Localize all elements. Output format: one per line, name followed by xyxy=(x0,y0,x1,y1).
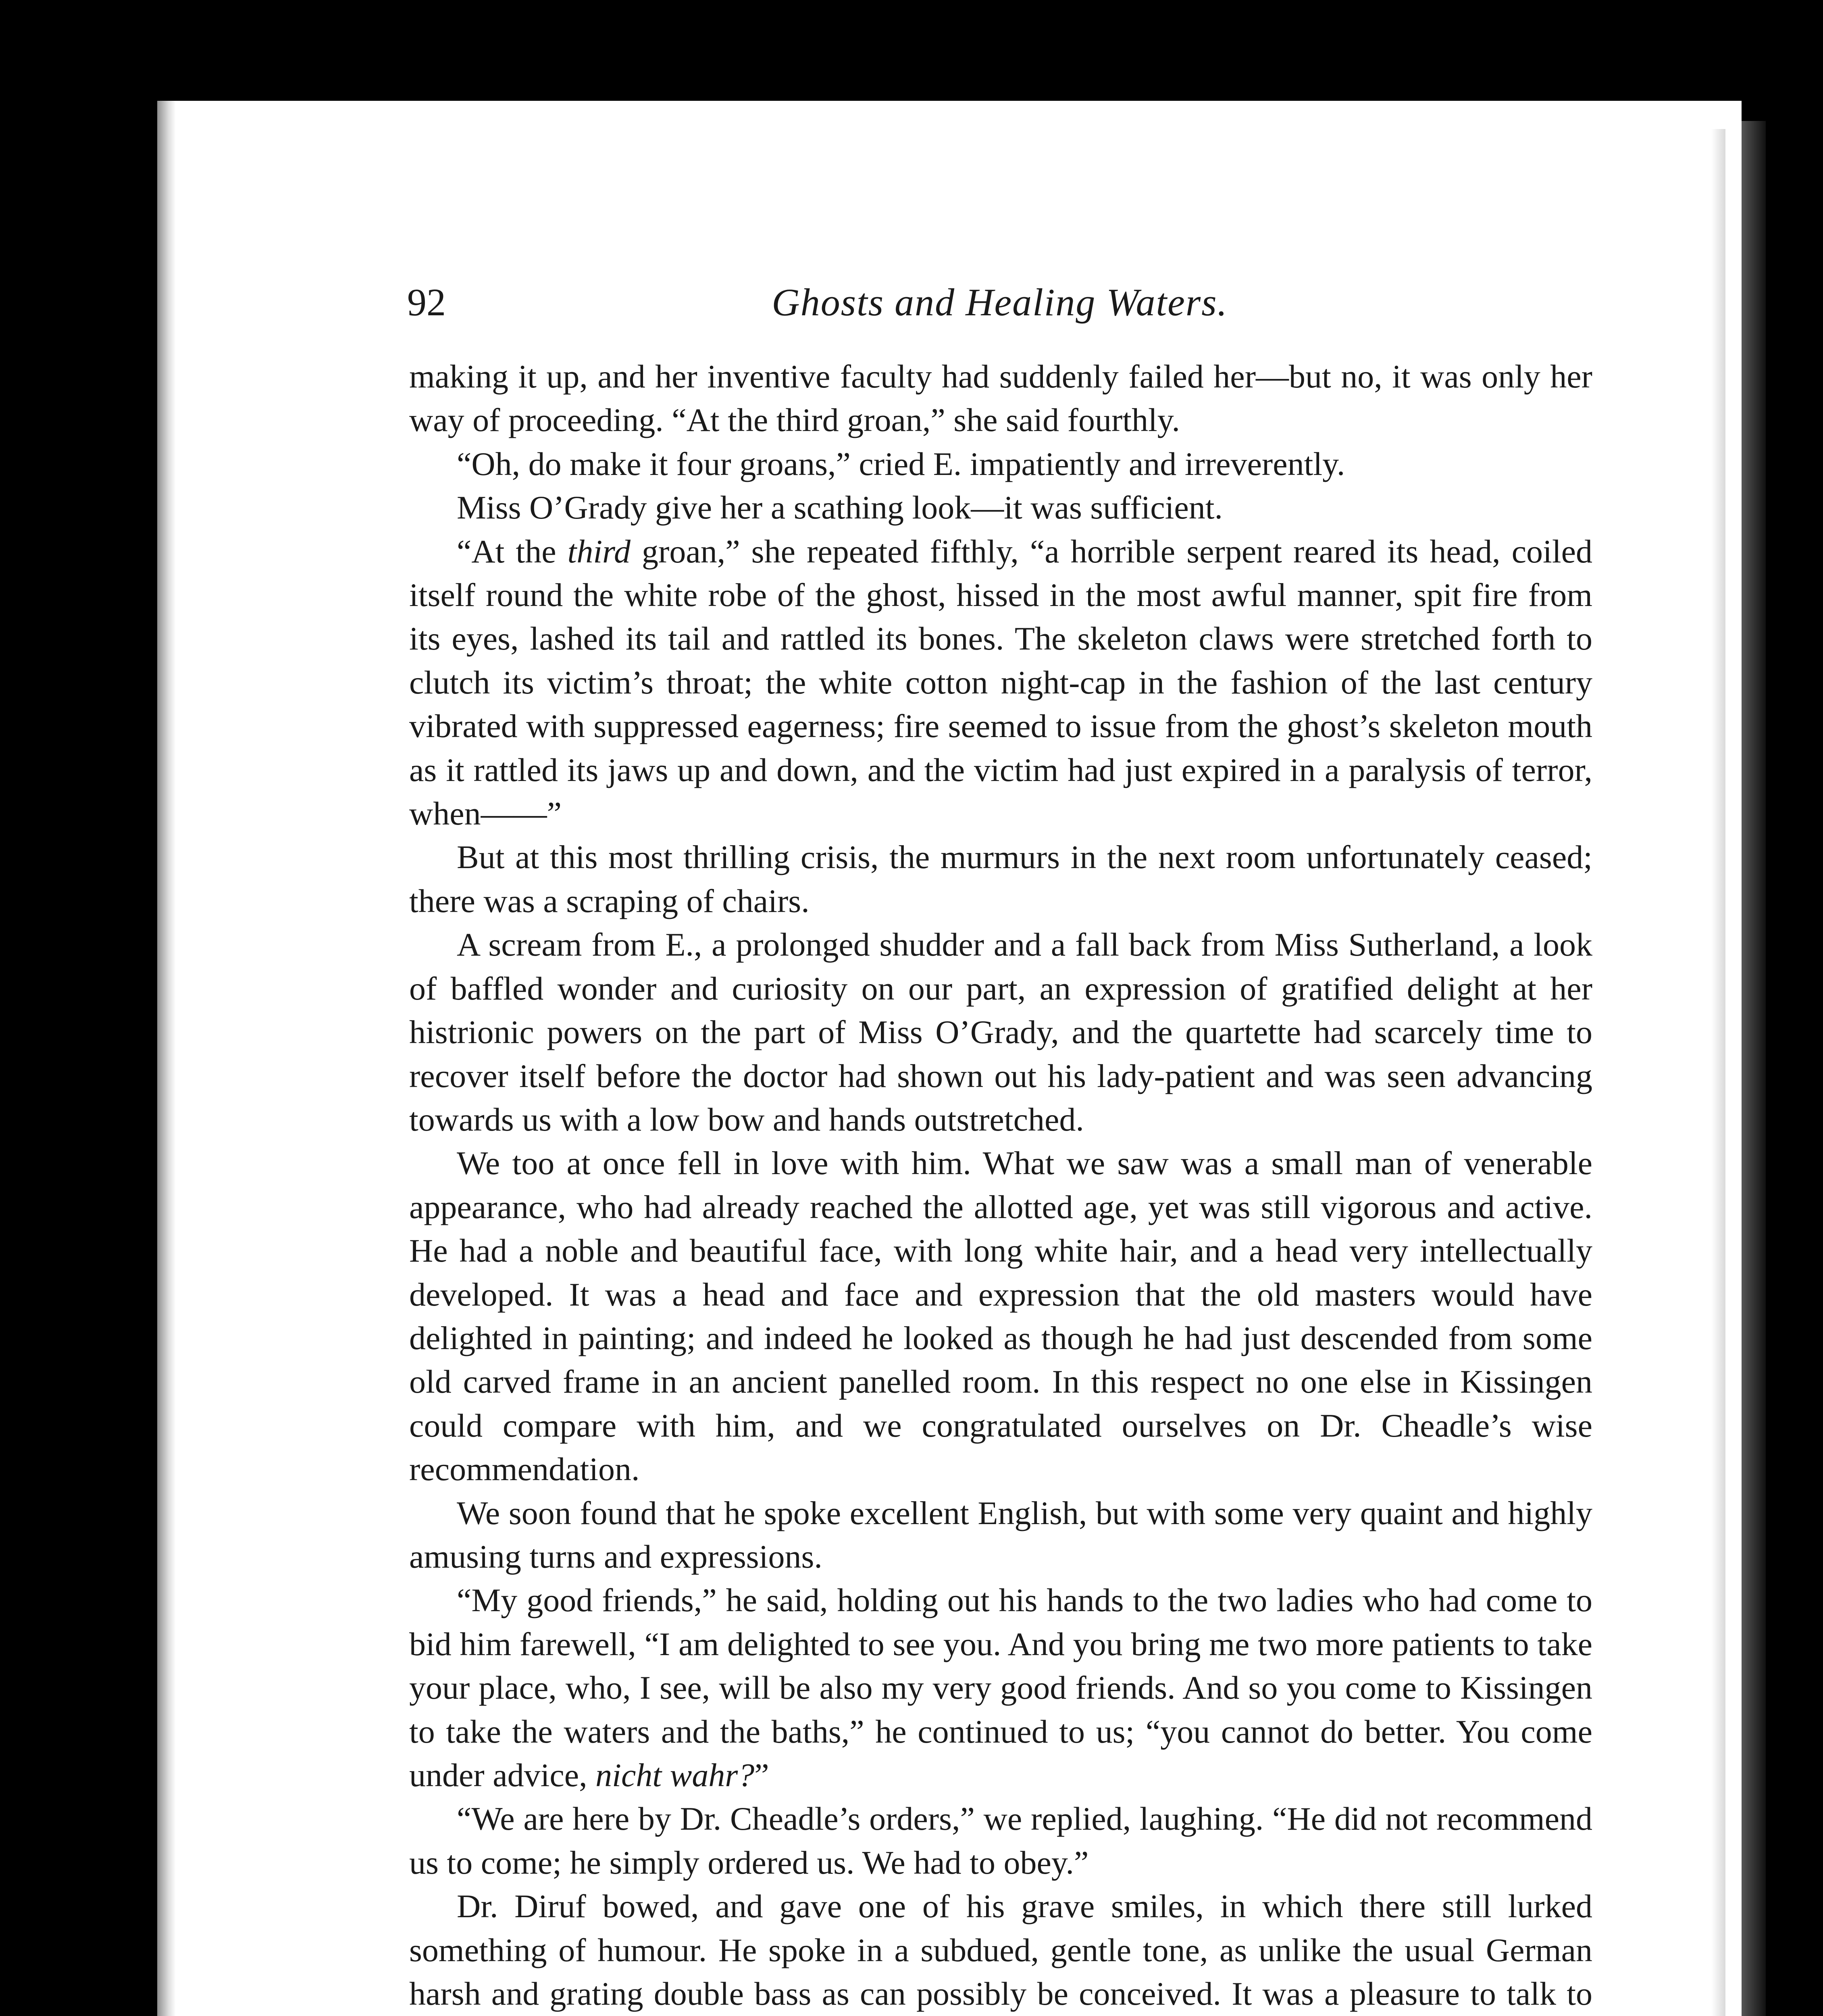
paragraph-text: Dr. Diruf bowed, and gave one of his grave smiles, in which there still lurked something of humour. He spoke in a subdued, gentle tone, as unlike the usual German harsh and grating double bass as can possibly be conceived. It was a pleasure to talk to xyxy=(409,1888,1592,2012)
page-gutter-shadow xyxy=(157,101,176,2016)
paragraph xyxy=(409,1141,1592,1491)
paragraph-text: But at this most thrilling crisis, the murmurs in the next room unfortunately ceased; there was a scraping of chairs. xyxy=(409,839,1592,919)
paragraph xyxy=(409,923,1592,1141)
running-title: Ghosts and Healing Waters. xyxy=(772,281,1228,324)
page-number: 92 xyxy=(407,281,446,324)
page-right-edge xyxy=(1711,129,1725,2016)
paragraph-text: We too at once fell in love with him. What we saw was a small man of venerable appearance, who had already reached the allotted age, yet was still vigorous and active. He had a noble and beautiful face, with long white hair, and a head very intellectually developed. It was a head and face and expression that the old masters would have delighted in painting; and indeed he looked as though he had just descended from some old carved frame in an ancient panelled room. In this respect no one else in Kissingen could compare with him, and we congratulated ourselves on Dr. Cheadle’s wise recommendation. xyxy=(409,1145,1592,1488)
italic-text: nicht wahr? xyxy=(595,1757,755,1793)
paragraph-text: “Oh, do make it four groans,” cried E. impatiently and irreverently. xyxy=(457,445,1345,482)
paragraph-text: making it up, and her inventive faculty had suddenly failed her—but no, it was only her way of proceeding. “At the third groan,” she said fourthly. xyxy=(409,358,1592,439)
body-text xyxy=(409,355,1592,2016)
paragraph xyxy=(409,355,1592,442)
paragraph-text: “At the xyxy=(457,533,568,570)
paragraph xyxy=(409,1797,1592,1885)
paragraph-text: groan,” she repeated fifthly, “a horrible serpent reared its head, coiled itself round the white robe of the ghost, hissed in the most awful manner, spit fire from its eyes, lashed its tail and rattled its bones. The skeleton claws were stretched forth to clutch its victim’s throat; the white cotton night-cap in the fashion of the last century vibrated with suppressed eagerness; fire seemed to issue from the ghost’s skeleton mouth as it rattled its jaws up and down, and the victim had just expired in a paralysis of terror, when——” xyxy=(409,533,1592,832)
page-right-shadow xyxy=(1742,121,1766,2016)
paragraph xyxy=(409,442,1592,486)
paragraph-text: We soon found that he spoke excellent English, but with some very quaint and highly amusing turns and expressions. xyxy=(409,1494,1592,1575)
paragraph-text: “My good friends,” he said, holding out his hands to the two ladies who had come to bid him farewell, “I am delighted to see you. And you bring me two more patients to take your place, who, I see, will be also my very good friends. And so you come to Kissingen to take the waters and the baths,” he continued to us; “you cannot do better. You come under advice, xyxy=(409,1582,1592,1793)
italic-text: third xyxy=(567,533,631,570)
paragraph-text: Miss O’Grady give her a scathing look—it was sufficient. xyxy=(457,489,1223,526)
paragraph xyxy=(409,530,1592,836)
paragraph xyxy=(409,1579,1592,1797)
paragraph-text: “We are here by Dr. Cheadle’s orders,” we replied, laughing. “He did not recommend us to come; he simply ordered us. We had to obey.” xyxy=(409,1800,1592,1881)
paragraph-text: A scream from E., a prolonged shudder and a fall back from Miss Sutherland, a look of baffled wonder and curiosity on our part, an expression of gratified delight at her histrionic powers on the part of Miss O’Grady, and the quartette had scarcely time to recover itself before the doctor had shown out his lady-patient and was seen advancing towards us with a low bow and hands outstretched. xyxy=(409,926,1592,1138)
paragraph xyxy=(409,1491,1592,1579)
paragraph xyxy=(409,486,1592,529)
running-head xyxy=(407,278,1592,327)
paragraph xyxy=(409,835,1592,923)
paragraph-text: ” xyxy=(754,1757,769,1793)
paragraph xyxy=(409,1885,1592,2016)
